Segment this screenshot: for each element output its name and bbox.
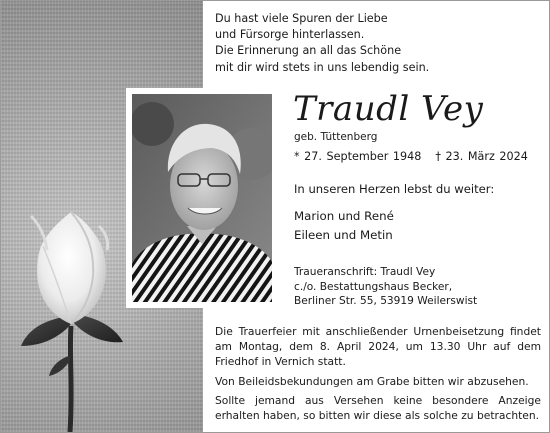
poem-line: Die Erinnerung an all das Schöne <box>215 44 402 58</box>
mourner-names: Marion und René <box>294 209 394 223</box>
photo-frame <box>126 88 278 308</box>
birth-name: geb. Tüttenberg <box>294 131 378 143</box>
life-dates <box>294 150 528 163</box>
mourners-intro: In unseren Herzen lebst du weiter: <box>294 182 495 196</box>
mourner-names: Eileen und Metin <box>294 228 393 242</box>
poem <box>215 11 545 76</box>
service-paragraph: Sollte jemand aus Versehen keine besondere Anzeige erhalten haben, so bitten wir diese als solche zu betrachten. <box>215 393 541 423</box>
mourning-address <box>294 265 477 309</box>
poem-line: mit dir wird stets in uns lebendig sein. <box>215 60 430 74</box>
mourners-list <box>294 207 394 245</box>
deceased-name: Traudl Vey <box>293 89 484 129</box>
service-information <box>215 324 541 427</box>
address-line: c./o. Bestattungshaus Becker, <box>294 280 453 293</box>
service-paragraph: Von Beileidsbekundungen am Grabe bitten wir abzusehen. <box>215 374 529 388</box>
death-date: † 23. März 2024 <box>435 150 528 163</box>
white-rose-illustration <box>21 206 141 432</box>
poem-line: und Fürsorge hinterlassen. <box>215 28 365 42</box>
portrait-photo <box>132 94 272 302</box>
address-line: Berliner Str. 55, 53919 Weilerswist <box>294 295 478 308</box>
address-line: Traueranschrift: Traudl Vey <box>294 266 436 278</box>
birth-date: * 27. September 1948 <box>294 150 422 163</box>
poem-line: Du hast viele Spuren der Liebe <box>215 12 388 25</box>
portrait-image <box>132 94 272 302</box>
service-paragraph: Die Trauerfeier mit anschließender Urnenbeisetzung findet am Montag, dem 8. April 2024, um 13.30 Uhr auf dem Friedhof in Vernich statt. <box>215 325 541 369</box>
